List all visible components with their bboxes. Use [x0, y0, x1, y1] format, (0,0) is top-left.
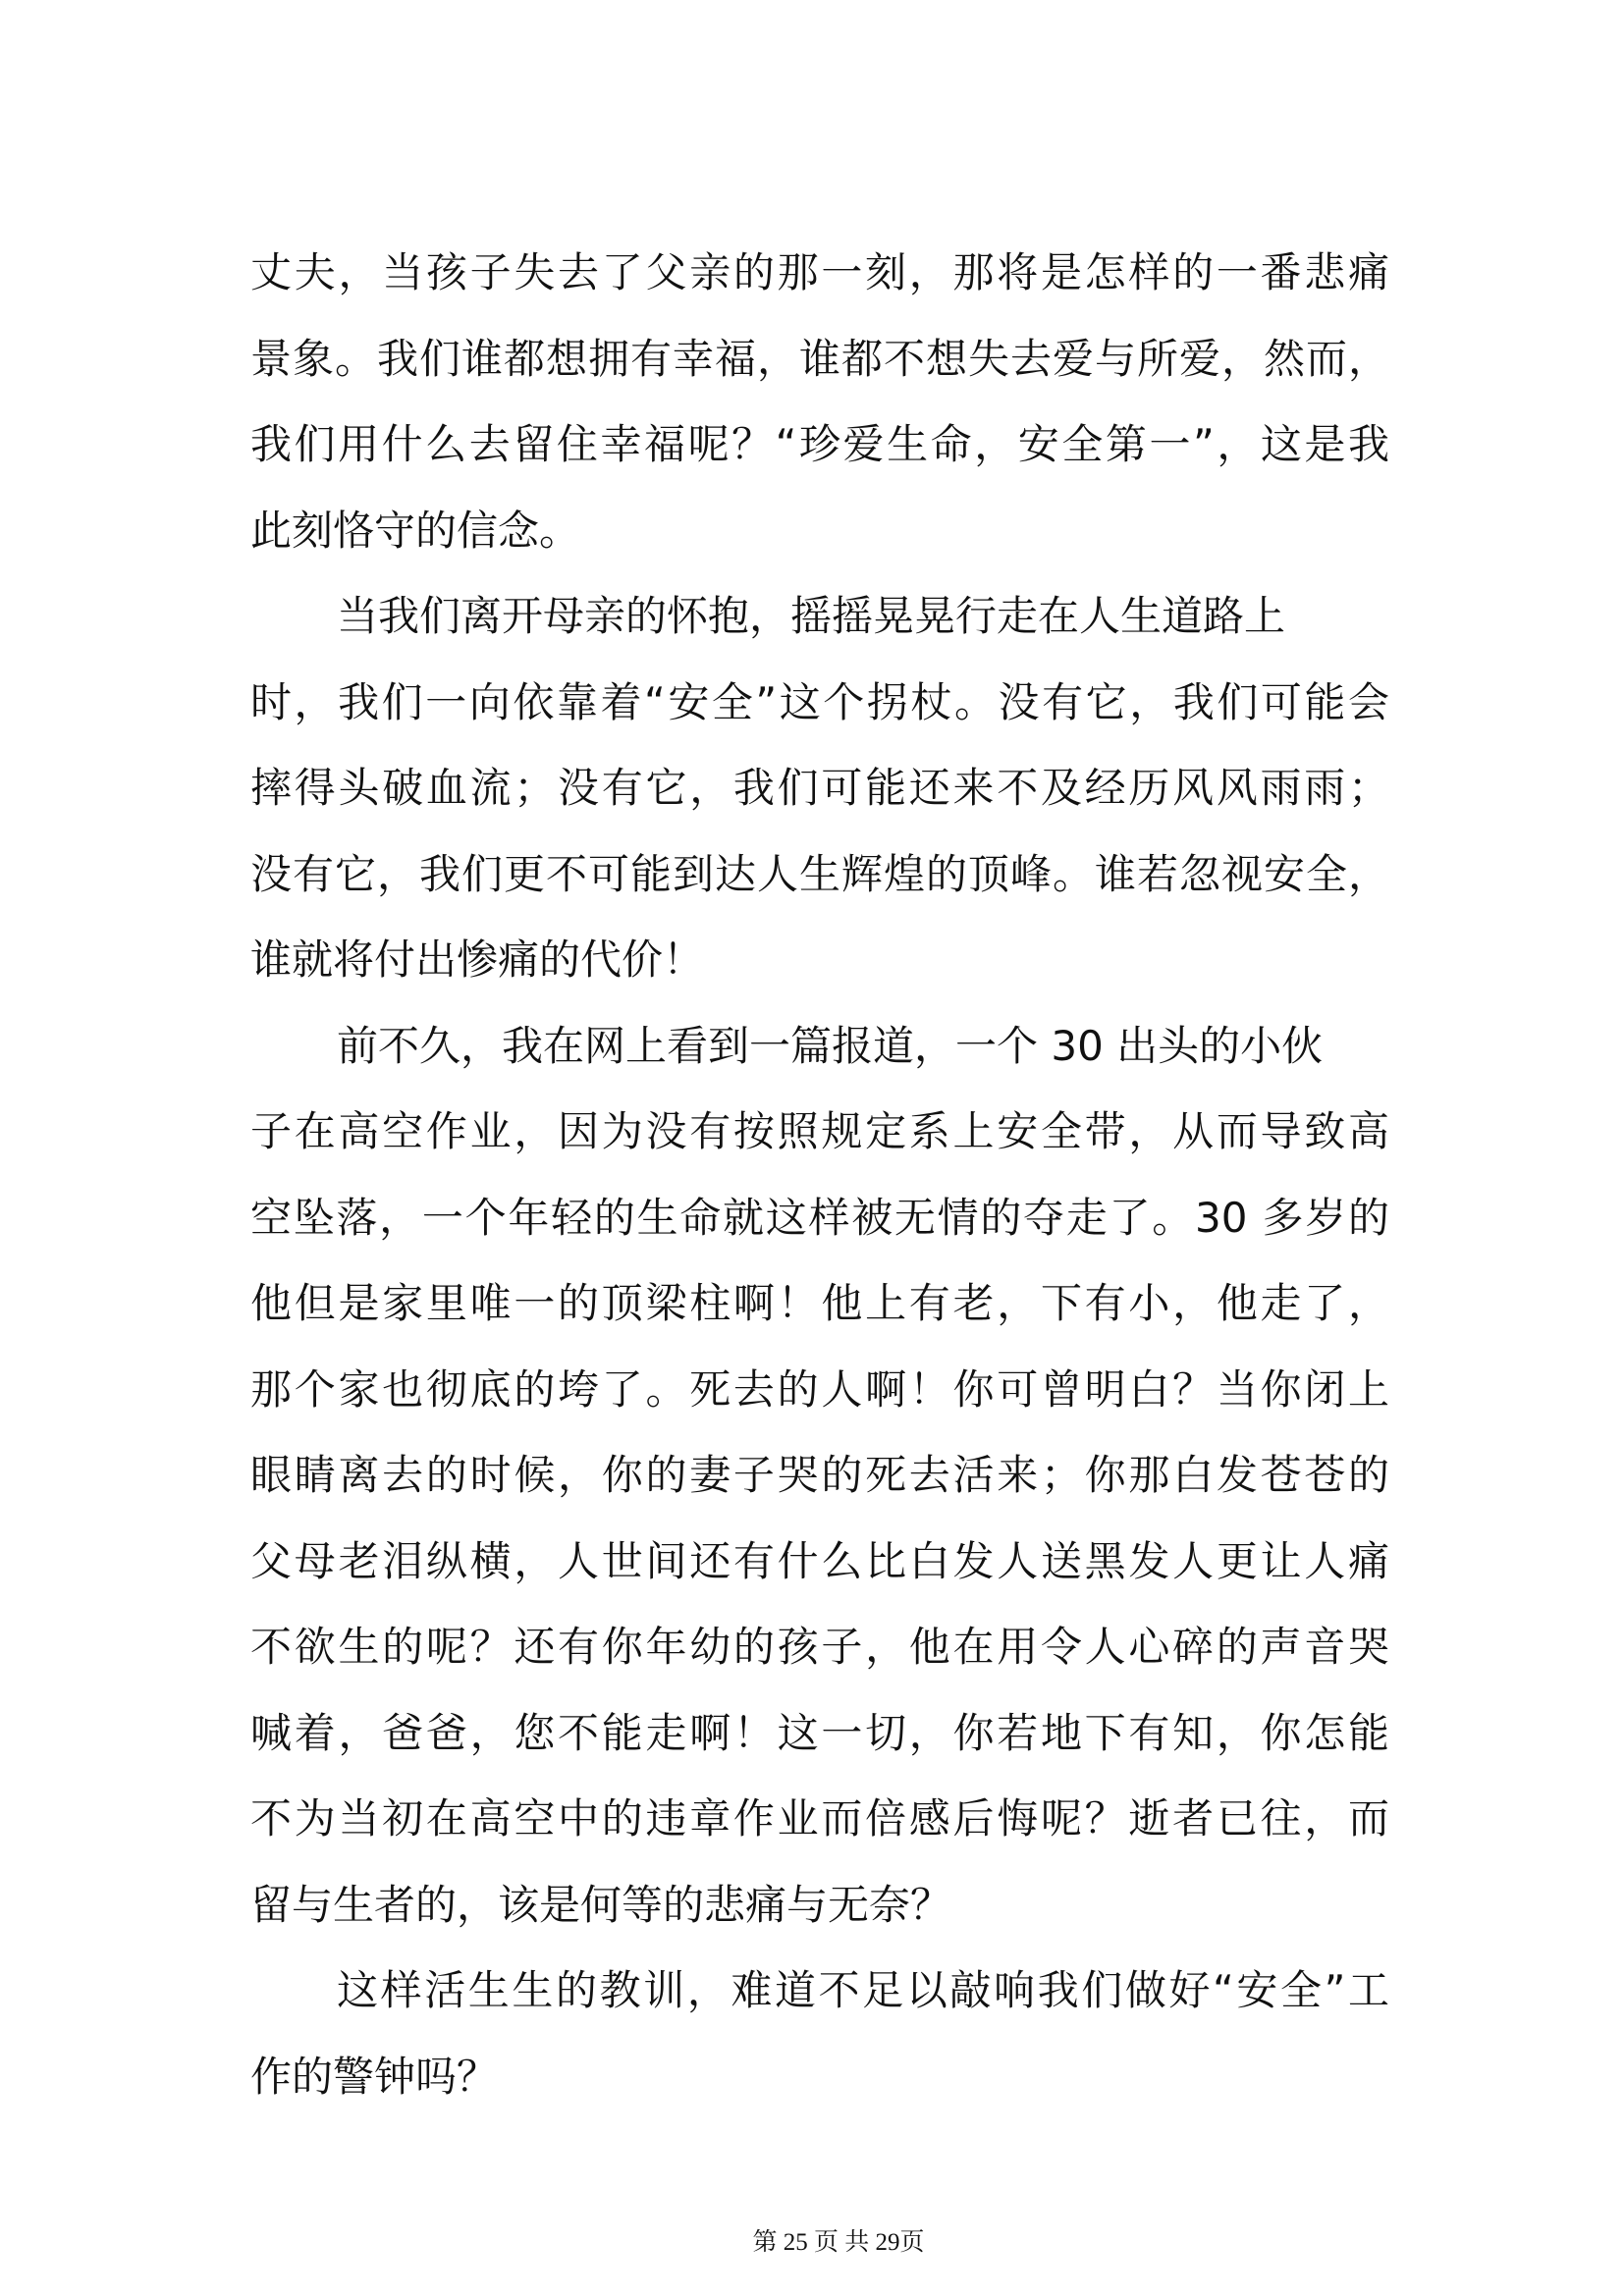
page-number: 第 25 页 共 29页 — [752, 2229, 925, 2256]
text-line: 摔得头破血流；没有它，我们可能还来不及经历风风雨雨； — [250, 764, 1389, 812]
text-line: 留与生者的，该是何等的悲痛与无奈？ — [250, 1880, 952, 1929]
text-line: 谁就将付出惨痛的代价！ — [250, 935, 705, 984]
text-line: 眼睛离去的时候，你的妻子哭的死去活来；你那白发苍苍的 — [250, 1451, 1389, 1499]
text-line: 喊着，爸爸，您不能走啊！这一切，你若地下有知，你怎能 — [250, 1708, 1389, 1757]
paragraph — [250, 1003, 1389, 1949]
text-line: 我们用什么去留住幸福呢？“珍爱生命，安全第一”，这是我 — [250, 420, 1389, 468]
text-line: 父母老泪纵横，人世间还有什么比白发人送黑发人更让人痛 — [250, 1536, 1389, 1585]
text-line: 空坠落，一个年轻的生命就这样被无情的夺走了。30 多岁的 — [250, 1193, 1389, 1242]
body-text — [250, 230, 1389, 2119]
text-line: 景象。我们谁都想拥有幸福，谁都不想失去爱与所爱，然而， — [250, 334, 1389, 383]
text-line: 时，我们一向依靠着“安全”这个拐杖。没有它，我们可能会 — [250, 677, 1389, 726]
text-line: 子在高空作业，因为没有按照规定系上安全带，从而导致高 — [250, 1107, 1389, 1155]
text-line: 不为当初在高空中的违章作业而倍感后悔呢？逝者已往，而 — [250, 1794, 1389, 1842]
text-line: 没有它，我们更不可能到达人生辉煌的顶峰。谁若忽视安全， — [250, 849, 1389, 898]
text-line: 前不久，我在网上看到一篇报道，一个 30 出头的小伙 — [337, 1021, 1324, 1070]
paragraph — [250, 573, 1389, 1003]
text-line: 不欲生的呢？还有你年幼的孩子，他在用令人心碎的声音哭 — [250, 1623, 1389, 1671]
text-line: 此刻恪守的信念。 — [250, 506, 581, 555]
text-line: 他但是家里唯一的顶梁柱啊！他上有老，下有小，他走了， — [250, 1279, 1389, 1327]
text-line: 作的警钟吗？ — [250, 2052, 499, 2101]
text-line: 这样活生生的教训，难道不足以敲响我们做好“安全”工 — [337, 1966, 1389, 2014]
text-line: 当我们离开母亲的怀抱，摇摇晃晃行走在人生道路上 — [337, 592, 1286, 640]
page-footer — [0, 2226, 1624, 2260]
paragraph — [250, 1948, 1389, 2119]
text-line: 丈夫，当孩子失去了父亲的那一刻，那将是怎样的一番悲痛 — [250, 248, 1389, 296]
text-line: 那个家也彻底的垮了。死去的人啊！你可曾明白？当你闭上 — [250, 1364, 1389, 1414]
paragraph — [250, 230, 1389, 573]
